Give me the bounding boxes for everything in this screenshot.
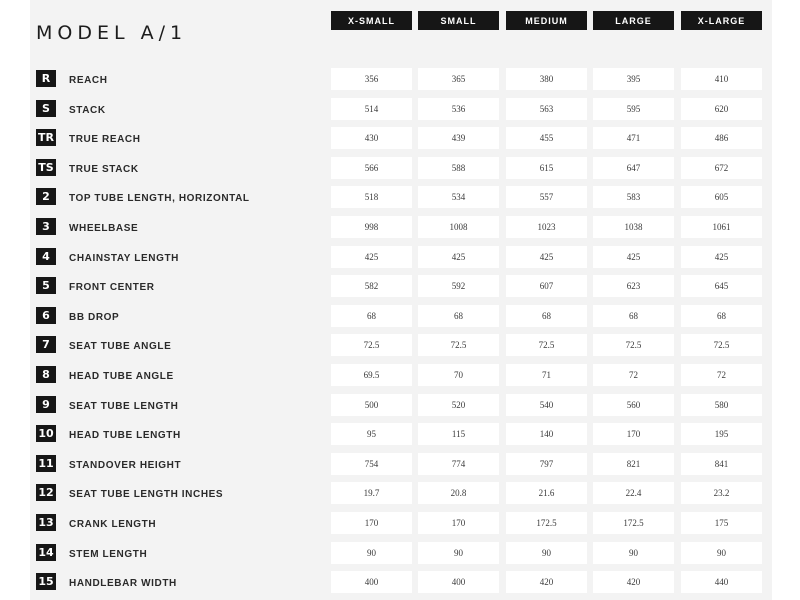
size-header-medium: MEDIUM (506, 11, 587, 30)
value-cell: 19.7 (331, 482, 412, 504)
size-header-large: LARGE (593, 11, 674, 30)
row-key-badge: 13 (36, 514, 56, 531)
value-cell: 425 (593, 246, 674, 268)
value-cell: 380 (506, 68, 587, 90)
value-cell: 471 (593, 127, 674, 149)
value-cell: 72.5 (593, 334, 674, 356)
value-cell: 23.2 (681, 482, 762, 504)
value-cell: 439 (418, 127, 499, 149)
table-row (0, 68, 800, 90)
value-cell: 90 (418, 542, 499, 564)
row-key-badge: 11 (36, 455, 56, 472)
row-key-badge: 4 (36, 248, 56, 265)
value-cell: 774 (418, 453, 499, 475)
value-cell: 400 (418, 571, 499, 593)
value-cell: 170 (331, 512, 412, 534)
row-label: BB DROP (69, 311, 120, 323)
row-label: SEAT TUBE ANGLE (69, 341, 172, 353)
value-cell: 72.5 (418, 334, 499, 356)
value-cell: 754 (331, 453, 412, 475)
table-row (0, 334, 800, 356)
table-row (0, 246, 800, 268)
table-row (0, 364, 800, 386)
value-cell: 514 (331, 98, 412, 120)
value-cell: 425 (418, 246, 499, 268)
row-key-badge: 14 (36, 544, 56, 561)
row-label: WHEELBASE (69, 223, 139, 234)
value-cell: 623 (593, 275, 674, 297)
row-key-badge: TS (36, 159, 56, 176)
row-key-badge: 7 (36, 336, 56, 353)
table-row (0, 512, 800, 534)
row-key-badge: S (36, 100, 56, 117)
value-cell: 583 (593, 186, 674, 208)
table-row (0, 98, 800, 120)
value-cell: 821 (593, 453, 674, 475)
row-label: HEAD TUBE ANGLE (69, 371, 174, 382)
value-cell: 425 (681, 246, 762, 268)
table-row (0, 275, 800, 297)
value-cell: 72 (593, 364, 674, 386)
value-cell: 22.4 (593, 482, 674, 504)
value-cell: 365 (418, 68, 499, 90)
row-label: SEAT TUBE LENGTH (69, 400, 179, 412)
size-header-row (0, 11, 800, 30)
table-row (0, 482, 800, 504)
table-row (0, 394, 800, 416)
value-cell: 672 (681, 157, 762, 179)
value-cell: 563 (506, 98, 587, 120)
value-cell: 68 (681, 305, 762, 327)
value-cell: 90 (506, 542, 587, 564)
value-cell: 72.5 (681, 334, 762, 356)
row-key-badge: 9 (36, 396, 56, 413)
value-cell: 1038 (593, 216, 674, 238)
size-header-x-large: X-LARGE (681, 11, 762, 30)
value-cell: 356 (331, 68, 412, 90)
value-cell: 560 (593, 394, 674, 416)
table-row (0, 453, 800, 475)
value-cell: 557 (506, 186, 587, 208)
value-cell: 605 (681, 186, 762, 208)
row-label: TRUE REACH (69, 134, 141, 146)
row-key-badge: R (36, 70, 56, 87)
model-title: MODEL A/1 (36, 22, 188, 44)
value-cell: 90 (331, 542, 412, 564)
value-cell: 607 (506, 275, 587, 297)
value-cell: 70 (418, 364, 499, 386)
value-cell: 536 (418, 98, 499, 120)
row-key-badge: 2 (36, 188, 56, 205)
row-label: TOP TUBE LENGTH, HORIZONTAL (69, 193, 250, 205)
value-cell: 170 (418, 512, 499, 534)
value-cell: 425 (506, 246, 587, 268)
value-cell: 486 (681, 127, 762, 149)
value-cell: 95 (331, 423, 412, 445)
value-cell: 518 (331, 186, 412, 208)
value-cell: 500 (331, 394, 412, 416)
value-cell: 1023 (506, 216, 587, 238)
value-cell: 592 (418, 275, 499, 297)
value-cell: 140 (506, 423, 587, 445)
value-cell: 20.8 (418, 482, 499, 504)
row-key-badge: 3 (36, 218, 56, 235)
value-cell: 68 (506, 305, 587, 327)
value-cell: 615 (506, 157, 587, 179)
value-cell: 69.5 (331, 364, 412, 386)
value-cell: 395 (593, 68, 674, 90)
row-key-badge: 15 (36, 573, 56, 590)
row-label: SEAT TUBE LENGTH INCHES (69, 489, 224, 501)
value-cell: 645 (681, 275, 762, 297)
value-cell: 520 (418, 394, 499, 416)
row-label: HANDLEBAR WIDTH (69, 578, 177, 590)
value-cell: 425 (331, 246, 412, 268)
row-label: CRANK LENGTH (69, 519, 157, 530)
value-cell: 410 (681, 68, 762, 90)
value-cell: 566 (331, 157, 412, 179)
value-cell: 170 (593, 423, 674, 445)
value-cell: 115 (418, 423, 499, 445)
row-key-badge: 5 (36, 277, 56, 294)
value-cell: 998 (331, 216, 412, 238)
table-row (0, 542, 800, 564)
value-cell: 620 (681, 98, 762, 120)
row-label: STANDOVER HEIGHT (69, 459, 182, 471)
value-cell: 430 (331, 127, 412, 149)
row-key-badge: 8 (36, 366, 56, 383)
table-row (0, 423, 800, 445)
table-row (0, 571, 800, 593)
row-key-badge: 6 (36, 307, 56, 324)
value-cell: 580 (681, 394, 762, 416)
value-cell: 21.6 (506, 482, 587, 504)
value-cell: 68 (418, 305, 499, 327)
value-cell: 90 (681, 542, 762, 564)
geometry-panel (30, 0, 772, 600)
value-cell: 72.5 (331, 334, 412, 356)
row-key-badge: 12 (36, 484, 56, 501)
row-label: TRUE STACK (69, 163, 139, 175)
value-cell: 647 (593, 157, 674, 179)
value-cell: 582 (331, 275, 412, 297)
value-cell: 455 (506, 127, 587, 149)
value-cell: 1061 (681, 216, 762, 238)
value-cell: 71 (506, 364, 587, 386)
value-cell: 195 (681, 423, 762, 445)
table-row (0, 186, 800, 208)
value-cell: 172.5 (506, 512, 587, 534)
value-cell: 540 (506, 394, 587, 416)
value-cell: 175 (681, 512, 762, 534)
row-label: CHAINSTAY LENGTH (69, 252, 179, 264)
value-cell: 90 (593, 542, 674, 564)
value-cell: 797 (506, 453, 587, 475)
row-key-badge: 10 (36, 425, 56, 442)
value-cell: 72 (681, 364, 762, 386)
row-label: HEAD TUBE LENGTH (69, 430, 181, 442)
value-cell: 595 (593, 98, 674, 120)
value-cell: 1008 (418, 216, 499, 238)
row-key-badge: TR (36, 129, 56, 146)
table-row (0, 216, 800, 238)
value-cell: 68 (593, 305, 674, 327)
value-cell: 588 (418, 157, 499, 179)
value-cell: 172.5 (593, 512, 674, 534)
value-cell: 841 (681, 453, 762, 475)
value-cell: 400 (331, 571, 412, 593)
row-label: REACH (69, 75, 108, 86)
value-cell: 68 (331, 305, 412, 327)
table-row (0, 157, 800, 179)
value-cell: 534 (418, 186, 499, 208)
row-label: STACK (69, 104, 106, 116)
size-header-x-small: X-SMALL (331, 11, 412, 30)
table-row (0, 127, 800, 149)
row-label: STEM LENGTH (69, 548, 148, 560)
value-cell: 420 (593, 571, 674, 593)
table-row (0, 305, 800, 327)
size-header-small: SMALL (418, 11, 499, 30)
row-label: FRONT CENTER (69, 282, 155, 294)
value-cell: 440 (681, 571, 762, 593)
value-cell: 72.5 (506, 334, 587, 356)
value-cell: 420 (506, 571, 587, 593)
